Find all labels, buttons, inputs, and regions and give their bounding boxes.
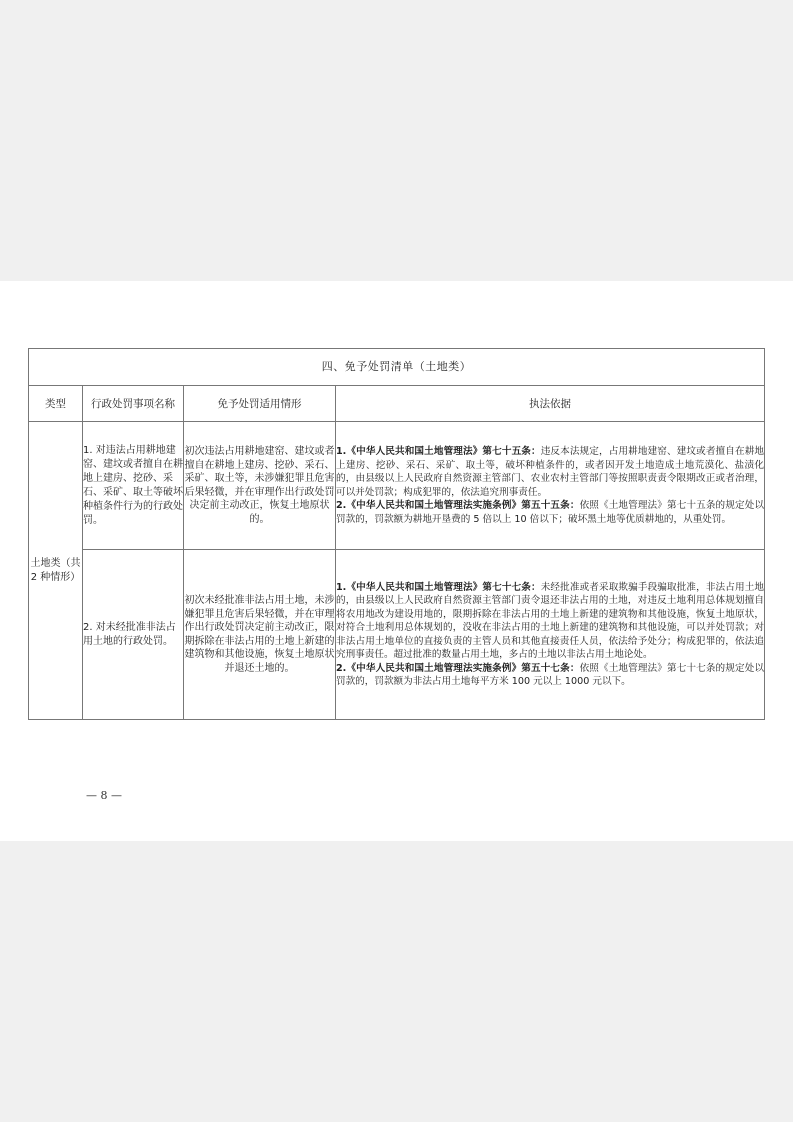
header-item: 行政处罚事项名称 — [83, 386, 184, 422]
document-page — [0, 281, 793, 841]
basis-text: 依照《土地管理法》第七十五条的规定处以罚款的，罚款额为耕地开垦费的 5 倍以上 10 倍以下；破坏黑土地等优质耕地的，从重处罚。 — [336, 500, 764, 525]
table-row — [29, 422, 765, 550]
basis-paragraph — [336, 581, 764, 662]
basis-reference: 2.《中华人民共和国土地管理法实施条例》第五十五条： — [336, 500, 580, 511]
exemption-condition: 初次未经批准非法占用土地，未涉嫌犯罪且危害后果轻微，并在审理作出行政处罚决定前主动改正，限期拆除在非法占用的土地上新建的建筑物和其他设施，恢复土地原状并退还土地的。 — [184, 550, 336, 720]
header-basis: 执法依据 — [336, 386, 765, 422]
basis-text: 未经批准或者采取欺骗手段骗取批准，非法占用土地的，由县级以上人民政府自然资源主管部门责令退还非法占用的土地，对违反土地利用总体规划擅自将农用地改为建设用地的，限期拆除在非法占用的土地上新建的建筑物和其他设施，恢复土地原状，对符合土地利用总体规划的，没收在非法占用的土地上新建的建筑物和其他设施，可以并处罚款；对非法占用土地单位的直接负责的主管人员和其他直接责任人员，依法给予处分；构成犯罪的，依法追究刑事责任。超过批准的数量占用土地，多占的土地以非法占用土地论处。 — [336, 581, 765, 660]
legal-basis — [336, 422, 765, 550]
basis-reference: 1.《中华人民共和国土地管理法》第七十五条： — [336, 446, 541, 457]
header-type: 类型 — [29, 386, 83, 422]
category-cell: 土地类（共 2 种情形） — [29, 422, 83, 720]
legal-basis — [336, 550, 765, 720]
basis-reference: 2.《中华人民共和国土地管理法实施条例》第五十七条： — [336, 662, 580, 674]
basis-text: 依照《土地管理法》第七十七条的规定处以罚款的，罚款额为非法占用土地每平方米 100 元以上 1000 元以下。 — [336, 662, 764, 687]
exemption-list-table — [28, 348, 765, 720]
table-title: 四、免予处罚清单（土地类） — [29, 349, 765, 386]
basis-text: 违反本法规定，占用耕地建窑、建坟或者擅自在耕地上建房、挖砂、采石、采矿、取土等，破坏种植条件的，或者因开发土地造成土地荒漠化、盐渍化的，由县级以上人民政府自然资源主管部门、农业农村主管部门等按照职责责令限期改正或者治理，可以并处罚款；构成犯罪的，依法追究刑事责任。 — [336, 446, 765, 498]
basis-paragraph — [336, 445, 764, 499]
penalty-item-name: 2. 对未经批准非法占用土地的行政处罚。 — [83, 550, 184, 720]
page-number: — 8 — — [86, 789, 122, 802]
basis-reference: 1.《中华人民共和国土地管理法》第七十七条： — [336, 581, 541, 593]
header-condition: 免予处罚适用情形 — [184, 386, 336, 422]
penalty-item-name: 1. 对违法占用耕地建窑、建坟或者擅自在耕地上建房、挖砂、采石、采矿、取土等破坏种植条件行为的行政处罚。 — [83, 422, 184, 550]
table-row — [29, 550, 765, 720]
basis-paragraph — [336, 662, 764, 689]
exemption-condition: 初次违法占用耕地建窑、建坟或者擅自在耕地上建房、挖砂、采石、采矿、取土等，未涉嫌犯罪且危害后果轻微，并在审理作出行政处罚决定前主动改正，恢复土地原状的。 — [184, 422, 336, 550]
basis-paragraph — [336, 499, 764, 526]
